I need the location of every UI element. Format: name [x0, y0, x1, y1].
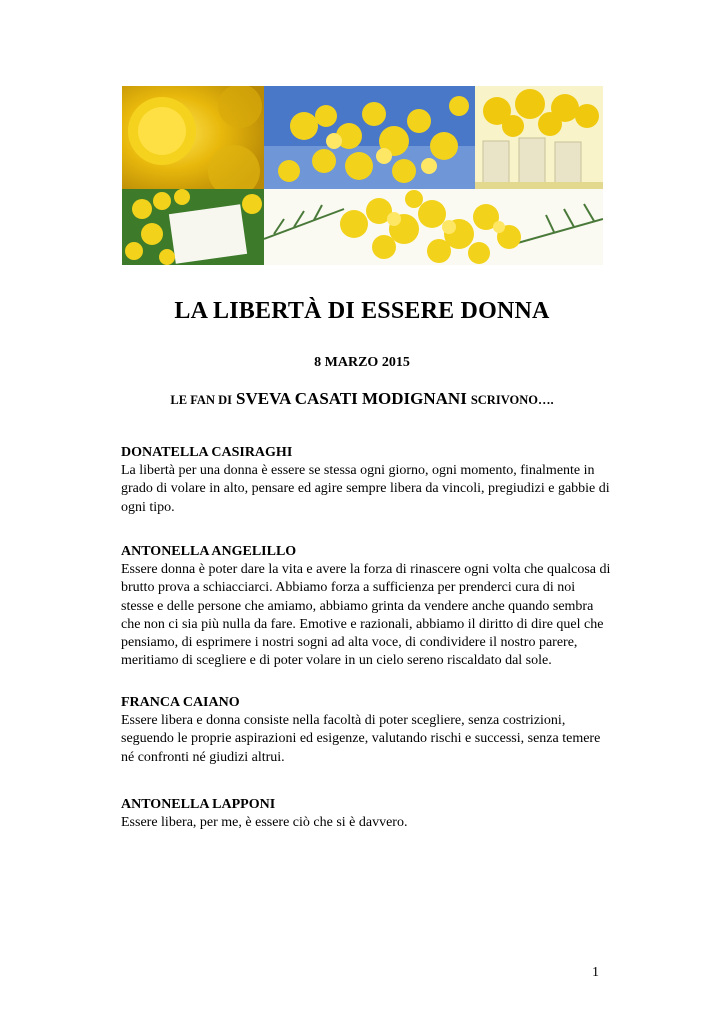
entry-text: Essere libera, per me, è essere ciò che si è davvero.	[121, 815, 408, 831]
entry-author: ANTONELLA ANGELILLO	[121, 544, 297, 559]
entry-author: ANTONELLA LAPPONI	[121, 797, 276, 812]
entry-text: La libertà per una donna è essere se stessa ogni giorno, ogni momento, finalmente in grado di volare in alto, pensare ed agire sempre libera da vincoli, pregiudizi e gabbie di ogni tipo.	[121, 463, 610, 515]
entry-author: FRANCA CAIANO	[121, 695, 240, 710]
mimosa-branch-image	[264, 189, 603, 265]
page-number: 1	[592, 965, 599, 980]
mimosa-banner-image	[122, 86, 603, 265]
subtitle-prefix: LE FAN DI	[170, 393, 233, 407]
testimony-entry	[121, 543, 611, 670]
entry-text: Essere libera e donna consiste nella facoltà di poter scegliere, senza costrizioni, seguendo le proprie aspirazioni ed esigenze, valutando rischi e successi, senza temere né confronti né giudizi altrui.	[121, 713, 601, 765]
mimosa-card-image	[122, 189, 264, 265]
mimosa-closeup-image	[122, 86, 264, 189]
testimony-entry	[121, 444, 611, 517]
entry-author: DONATELLA CASIRAGHI	[121, 445, 293, 460]
document-date: 8 MARZO 2015	[314, 355, 410, 370]
mimosa-vases-image	[475, 86, 603, 189]
subtitle-author-name: SVEVA CASATI MODIGNANI	[236, 389, 467, 408]
mimosa-sky-image	[264, 86, 475, 189]
subtitle-suffix: SCRIVONO….	[470, 393, 554, 407]
entry-text: Essere donna è poter dare la vita e avere la forza di rinascere ogni volta che qualcosa di brutto prova a schiacciarci. Abbiamo forza a sufficienza per prenderci cura di noi stesse e delle persone che amiamo, abbiamo grinta da vendere anche quando sembra che non ci sia più nulla da fare. Emotive e razionali, abbiamo il diritto di dire quel che pensiamo, di esprimere i nostri sogni ad alta voce, di condividere il nostro parere, meritiamo di scegliere e di poter volare in un cielo sereno riscaldato dal sole.	[121, 562, 611, 669]
testimony-entry	[121, 796, 611, 832]
document-subtitle	[0, 389, 724, 409]
testimony-entry	[121, 694, 611, 767]
document-title: LA LIBERTÀ DI ESSERE DONNA	[174, 298, 550, 324]
